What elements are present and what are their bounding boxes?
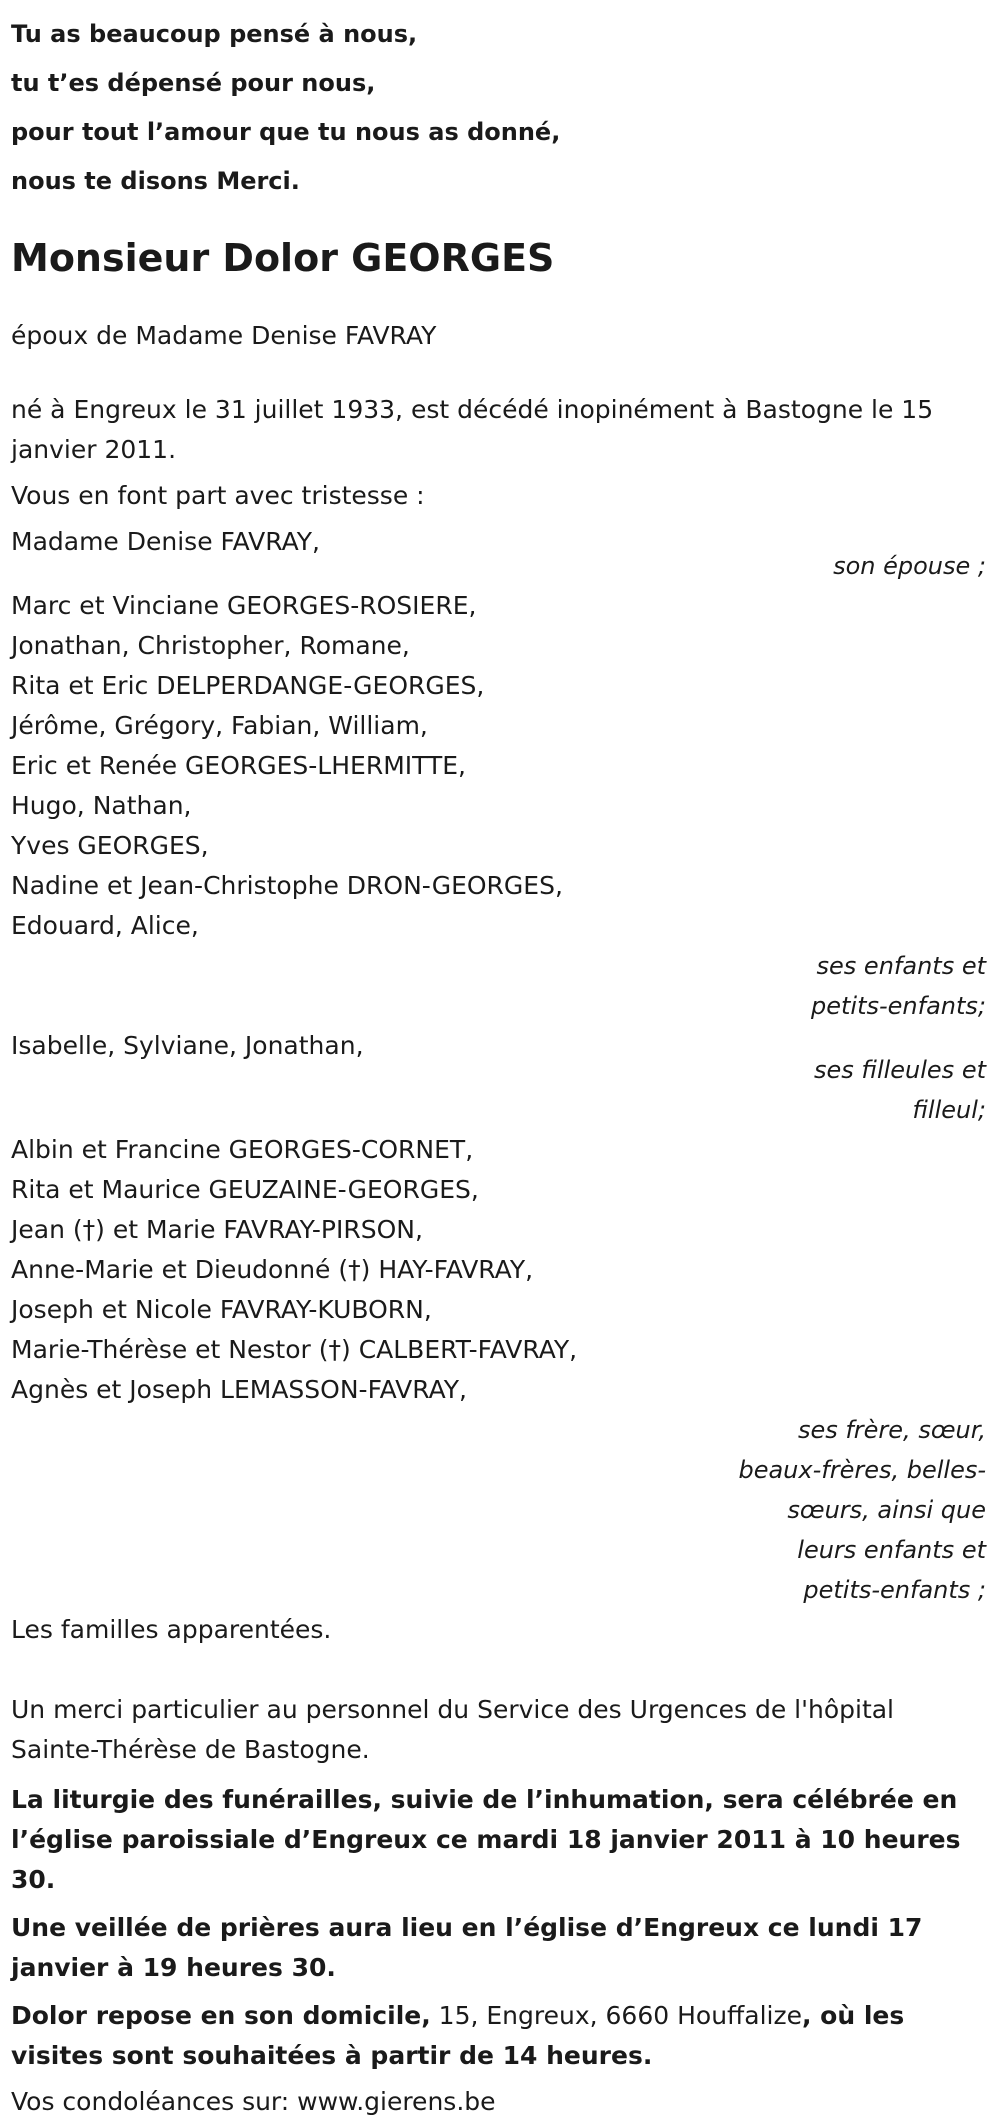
poem xyxy=(11,0,989,206)
deceased-name: Monsieur Dolor GEORGES xyxy=(11,236,555,280)
mourner-entry: Agnès et Joseph LEMASSON-FAVRAY, xyxy=(11,1375,467,1404)
relationship-label: ses filleules et filleul; xyxy=(814,1056,986,1124)
mourner-group-godchildren xyxy=(11,1026,989,1130)
mourner-entry: Hugo, Nathan, xyxy=(11,791,192,820)
mourner-entry: Anne-Marie et Dieudonné (†) HAY-FAVRAY, xyxy=(11,1255,534,1284)
rest-intro: Dolor repose en son domicile, xyxy=(11,2001,431,2030)
mourner-entry: Joseph et Nicole FAVRAY-KUBORN, xyxy=(11,1295,432,1324)
mourner-entry: Jérôme, Grégory, Fabian, William, xyxy=(11,711,428,740)
thanks-paragraph: Un merci particulier au personnel du Service des Urgences de l'hôpital Sainte-Thérèse de Bastogne. xyxy=(11,1695,895,1764)
families-line: Les familles apparentées. xyxy=(11,1615,332,1644)
mourner-entry: Nadine et Jean-Christophe DRON-GEORGES, xyxy=(11,871,563,900)
spouse-line: époux de Madame Denise FAVRAY xyxy=(11,321,437,350)
mourner-group-siblings xyxy=(11,1130,989,1610)
poem-line: nous te disons Merci. xyxy=(11,167,300,195)
mourner-entry: Isabelle, Sylviane, Jonathan, xyxy=(11,1031,364,1060)
relationship-label: ses enfants et petits-enfants; xyxy=(811,952,986,1020)
mourner-entry: Yves GEORGES, xyxy=(11,831,209,860)
announce-line: Vous en font part avec tristesse : xyxy=(11,481,425,510)
mourner-entry: Edouard, Alice, xyxy=(11,911,199,940)
mourner-entry: Jean (†) et Marie FAVRAY-PIRSON, xyxy=(11,1215,423,1244)
funeral-paragraph: La liturgie des funérailles, suivie de l’inhumation, sera célébrée en l’église paroissiale d’Engreux ce mardi 18 janvier 2011 à 10 heures 30. xyxy=(11,1785,961,1894)
mourner-entry: Marc et Vinciane GEORGES-ROSIERE, xyxy=(11,591,477,620)
poem-line: tu t’es dépensé pour nous, xyxy=(11,69,376,97)
mourner-entry: Madame Denise FAVRAY, xyxy=(11,527,320,556)
mourner-group-children xyxy=(11,586,989,1026)
rest-address: 15, Engreux, 6660 Houffalize xyxy=(430,2001,802,2030)
condolences-line: Vos condoléances sur: www.gierens.be xyxy=(11,2087,496,2116)
mourner-entry: Marie-Thérèse et Nestor (†) CALBERT-FAVRAY, xyxy=(11,1335,578,1364)
mourner-entry: Rita et Eric DELPERDANGE-GEORGES, xyxy=(11,671,485,700)
mourner-entry: Eric et Renée GEORGES-LHERMITTE, xyxy=(11,751,466,780)
birth-death-line: né à Engreux le 31 juillet 1933, est décédé inopinément à Bastogne le 15 janvier 2011. xyxy=(11,395,934,464)
rest-paragraph xyxy=(11,1996,989,2076)
mourner-entry: Rita et Maurice GEUZAINE-GEORGES, xyxy=(11,1175,479,1204)
vigil-paragraph: Une veillée de prières aura lieu en l’église d’Engreux ce lundi 17 janvier à 19 heures 30. xyxy=(11,1913,923,1982)
mourner-entry: Jonathan, Christopher, Romane, xyxy=(11,631,410,660)
poem-line: Tu as beaucoup pensé à nous, xyxy=(11,20,418,48)
relationship-label: son épouse ; xyxy=(833,552,986,580)
mourner-group-spouse xyxy=(11,522,989,586)
poem-line: pour tout l’amour que tu nous as donné, xyxy=(11,118,561,146)
relationship-label: ses frère, sœur, beaux-frères, belles-sœurs, ainsi que leurs enfants et petits-enfants ; xyxy=(738,1416,986,1604)
rest-visits: , où les visites sont souhaitées à partir de 14 heures. xyxy=(11,2001,905,2070)
mourner-entry: Albin et Francine GEORGES-CORNET, xyxy=(11,1135,474,1164)
